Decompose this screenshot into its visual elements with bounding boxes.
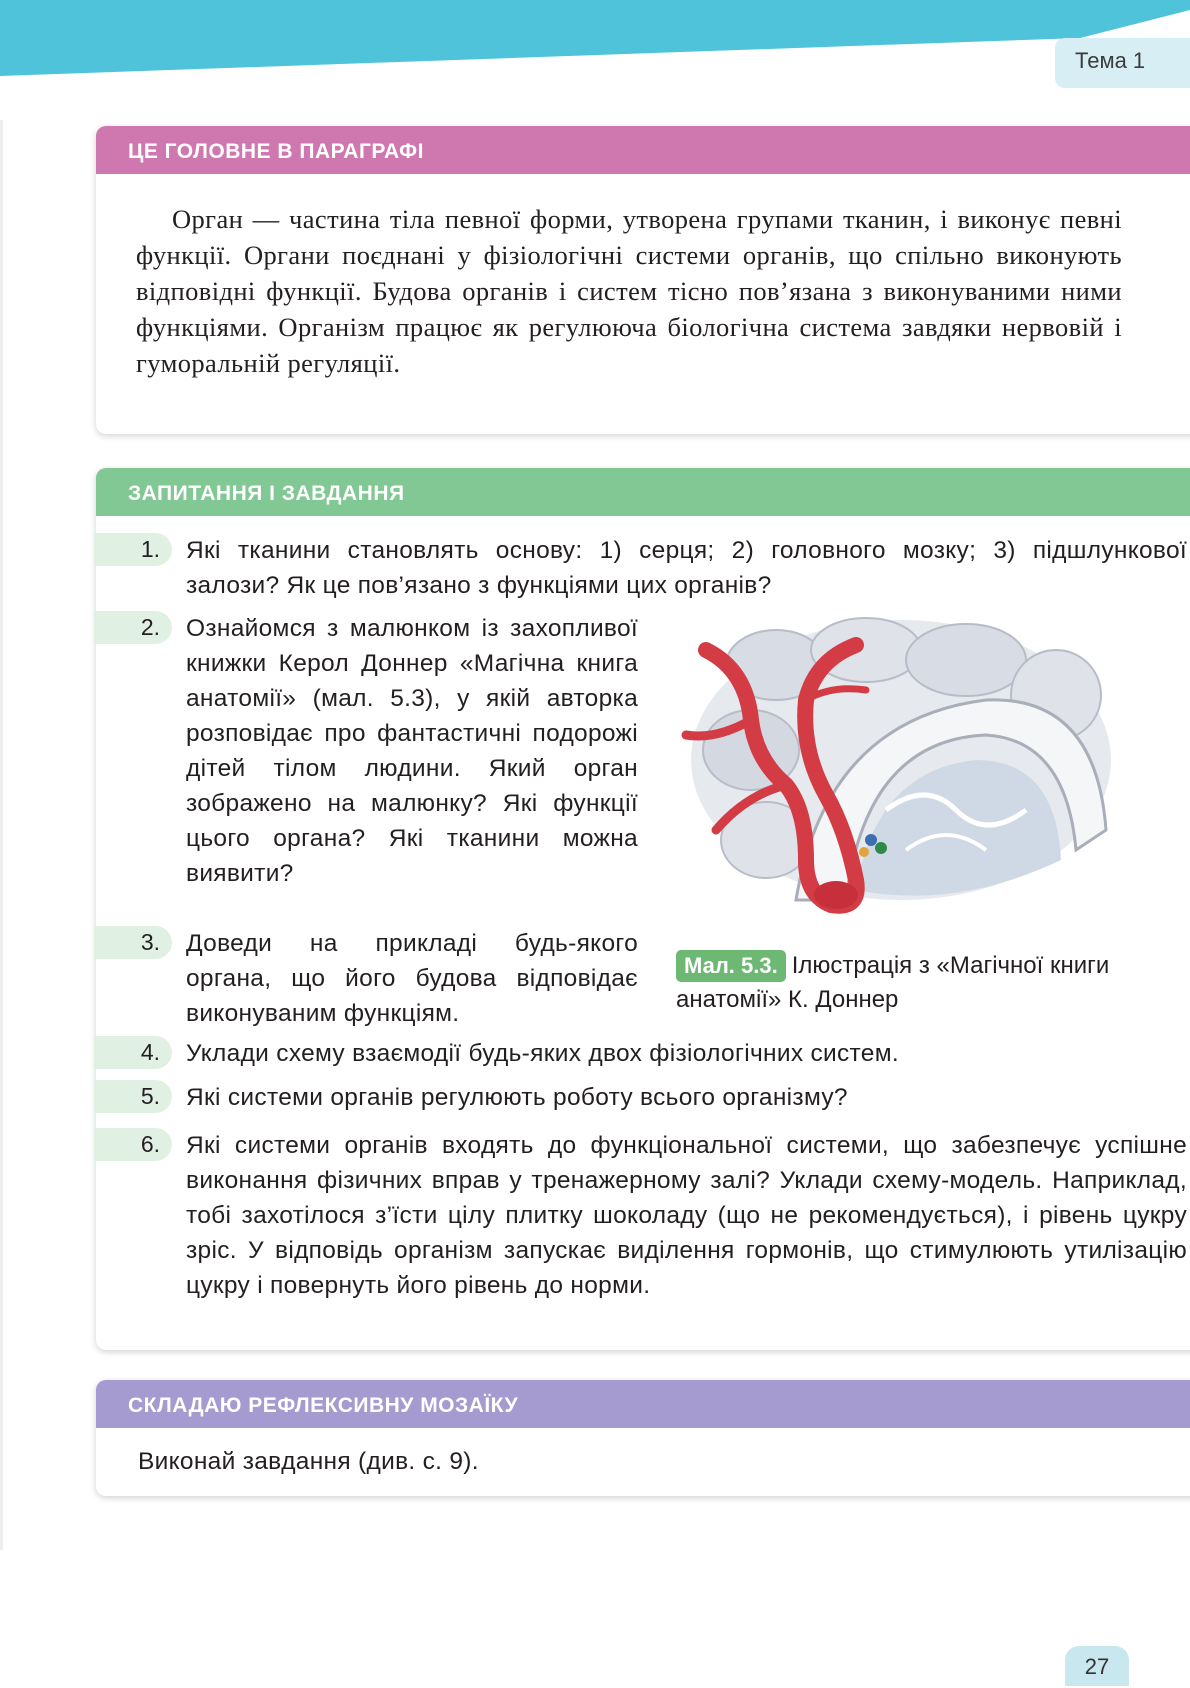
top-color-band (0, 0, 1190, 90)
reflection-text: Виконай завдання (див. с. 9). (138, 1448, 479, 1475)
task-number: 2. (94, 611, 172, 644)
tasks-card (96, 468, 1190, 1350)
task-number: 1. (94, 533, 172, 566)
page-number: 27 (1065, 1646, 1129, 1686)
task-text: Які системи органів регулюють роботу всього організму? (186, 1084, 848, 1111)
summary-text: Орган — частина тіла певної форми, утворена групами тканин, і виконує певні функції. Органи поєднані у фізіологічні системи органів, що спільно виконують відповідні функції. Будова органів і систем тісно пов’язана з виконуваними ними функціями. Організм працює як регулююча біологічна система завдяки нервовій і гуморальній регуляції. (136, 204, 1122, 378)
reflection-card (96, 1380, 1190, 1496)
left-margin-rule (0, 120, 3, 1550)
task-text: Які тканини становлять основу: 1) серця; 2) головного мозку; 3) підшлункової залози? Як це пов’язано з функціями цих органів? (186, 537, 1187, 599)
theme-tab: Тема 1 (1055, 38, 1190, 88)
task-text: Які системи органів входять до функціональної системи, що забезпечує успішне виконання фізичних вправ у тренажерному залі? Уклади схему-модель. Наприклад, тобі захотілося з’їсти цілу плитку шоколаду (що не рекомендується), і рівень цукру зріс. У відповідь організм запускає виділення гормонів, що стимулюють утилізацію цукру і повернуть його рівень до норми. (186, 1132, 1187, 1299)
task-number: 6. (94, 1128, 172, 1161)
summary-header: ЦЕ ГОЛОВНЕ В ПАРАГРАФІ (96, 126, 1190, 174)
brain-illustration (656, 610, 1116, 920)
task-number: 3. (94, 926, 172, 959)
summary-card (96, 126, 1190, 434)
tasks-header: ЗАПИТАННЯ І ЗАВДАННЯ (96, 468, 1190, 516)
task-text: Уклади схему взаємодії будь-яких двох фізіологічних систем. (186, 1040, 899, 1067)
task-number: 4. (94, 1036, 172, 1069)
reflection-header: СКЛАДАЮ РЕФЛЕКСИВНУ МОЗАЇКУ (96, 1380, 1190, 1428)
task-number: 5. (94, 1080, 172, 1113)
figure-badge: Мал. 5.3. (676, 950, 786, 982)
task-text: Ознайомся з малюнком із захопливої книжки Керол Доннер «Магічна книга анатомії» (мал. 5.3), у якій авторка розповідає про фантастичні подорожі дітей тілом людини. Який орган зображено на малюнку? Які функції цього органа? Які тканини можна виявити? (186, 615, 638, 887)
task-text: Доведи на прикладі будь-якого органа, що його будова відповідає виконуваним функціям. (186, 930, 638, 1027)
figure-caption (676, 949, 1116, 1017)
figure-caption-text: Ілюстрація з «Магічної книги анатомії» К. Доннер (676, 952, 1110, 1013)
